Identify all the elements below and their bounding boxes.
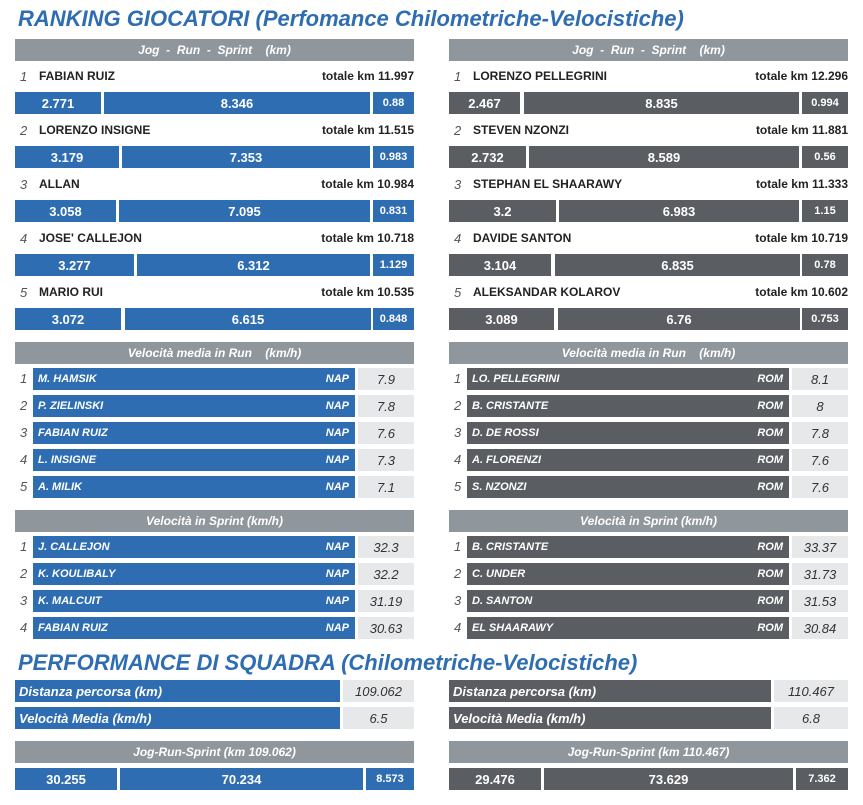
rom-sprint-segment: 0.753 — [802, 308, 848, 330]
rom-distance-value: 110.467 — [774, 680, 848, 702]
nap-run-segment: 6.615 — [125, 308, 371, 330]
nap-distance-total: totale km 11.997 — [321, 69, 414, 83]
team-performance-title: PERFORMANCE DI SQUADRA (Chilometriche-Velocistiche) — [18, 650, 638, 675]
rom-list-value: 7.8 — [792, 422, 848, 444]
rom-list-team-code: ROM — [757, 595, 783, 607]
nap-list-value: 30.63 — [358, 617, 414, 639]
nap-sprint-segment: 0.983 — [373, 146, 414, 168]
nap-distance-total: totale km 10.535 — [321, 285, 414, 299]
rom-list-row — [467, 395, 789, 417]
rom-distance-total: totale km 11.333 — [755, 177, 848, 191]
nap-distance-rank: 4 — [20, 231, 28, 246]
rom-list-rank: 5 — [454, 479, 462, 494]
rom-jog-segment: 3.104 — [449, 254, 551, 276]
rom-list-value: 31.73 — [792, 563, 848, 585]
nap-jog-segment: 3.179 — [15, 146, 119, 168]
nap-list-row — [33, 563, 355, 585]
nap-distance-total: totale km 10.718 — [321, 231, 414, 245]
nap-run-segment: 7.095 — [119, 200, 370, 222]
rom-list-team-code: ROM — [757, 400, 783, 412]
nap-list-team-code: NAP — [325, 568, 349, 580]
rom-distance-rank: 4 — [454, 231, 462, 246]
nap-list-rank: 2 — [20, 566, 28, 581]
rom-distance-total: totale km 10.602 — [755, 285, 848, 299]
rom-list-player-name: D. SANTON — [472, 595, 533, 607]
rom-distance-label: Distanza percorsa (km) — [449, 680, 771, 702]
rom-list-row — [467, 536, 789, 558]
nap-list-team-code: NAP — [325, 373, 349, 385]
nap-jog-segment: 2.771 — [15, 92, 101, 114]
nap-run-segment: 6.312 — [137, 254, 370, 276]
nap-list-rank: 4 — [20, 452, 28, 467]
nap-distance-header: Jog - Run - Sprint (km) — [15, 39, 414, 61]
nap-list-player-name: FABIAN RUIZ — [38, 622, 108, 634]
nap-team-run: 70.234 — [120, 768, 363, 790]
nap-list-row — [33, 422, 355, 444]
nap-list-row — [33, 395, 355, 417]
nap-distance-player-name: FABIAN RUIZ — [39, 69, 115, 83]
nap-list-rank: 3 — [20, 425, 28, 440]
rom-distance-total: totale km 11.881 — [755, 123, 848, 137]
nap-list-rank: 3 — [20, 593, 28, 608]
nap-speed-label: Velocità Media (km/h) — [15, 707, 340, 729]
nap-list-value: 7.6 — [358, 422, 414, 444]
rom-list-rank: 3 — [454, 593, 462, 608]
nap-list-value: 7.1 — [358, 476, 414, 498]
nap-list-rank: 1 — [20, 371, 28, 386]
nap-sprint-segment: 0.88 — [373, 92, 414, 114]
nap-list-team-code: NAP — [325, 481, 349, 493]
rom-list-value: 7.6 — [792, 449, 848, 471]
nap-team-jog: 30.255 — [15, 768, 117, 790]
rom-list-player-name: D. DE ROSSI — [472, 427, 539, 439]
nap-list-value: 31.19 — [358, 590, 414, 612]
nap-distance-player-name: JOSE' CALLEJON — [39, 231, 142, 245]
rom-list-team-code: ROM — [757, 568, 783, 580]
rom-team-jrs-header: Jog-Run-Sprint (km 110.467) — [449, 741, 848, 763]
rom-distance-player-name: STEVEN NZONZI — [473, 123, 570, 137]
rom-distance-rank: 3 — [454, 177, 462, 192]
rom-list-row — [467, 617, 789, 639]
nap-distance-rank: 1 — [20, 69, 28, 84]
rom-list-row — [467, 422, 789, 444]
rom-distance-rank: 2 — [454, 123, 462, 138]
rom-jog-segment: 2.732 — [449, 146, 526, 168]
nap-list-rank: 1 — [20, 539, 28, 554]
nap-list-row — [33, 476, 355, 498]
nap-list-value: 32.2 — [358, 563, 414, 585]
nap-list-player-name: J. CALLEJON — [38, 541, 110, 553]
nap-list-value: 7.8 — [358, 395, 414, 417]
nap-sprint-segment: 0.831 — [373, 200, 414, 222]
rom-run-segment: 6.835 — [555, 254, 800, 276]
rom-sprint-segment: 1.15 — [802, 200, 848, 222]
rom-distance-player-name: LORENZO PELLEGRINI — [473, 69, 608, 83]
nap-list-row — [33, 590, 355, 612]
rom-run-segment: 6.983 — [559, 200, 799, 222]
nap-speed-value: 6.5 — [343, 707, 414, 729]
rom-distance-total: totale km 12.296 — [755, 69, 848, 83]
nap-distance-total: totale km 10.984 — [321, 177, 414, 191]
rom-distance-player-name: STEPHAN EL SHAARAWY — [473, 177, 623, 191]
rom-list-team-code: ROM — [757, 454, 783, 466]
rom-speed-label: Velocità Media (km/h) — [449, 707, 771, 729]
nap-list-value: 32.3 — [358, 536, 414, 558]
nap-list-rank: 4 — [20, 620, 28, 635]
nap-distance-player-name: MARIO RUI — [39, 285, 103, 299]
nap-distance-label: Distanza percorsa (km) — [15, 680, 340, 702]
players-ranking-title: RANKING GIOCATORI (Perfomance Chilometriche-Velocistiche) — [18, 6, 684, 31]
rom-list-team-code: ROM — [757, 481, 783, 493]
rom-list-team-code: ROM — [757, 541, 783, 553]
nap-list-row — [33, 449, 355, 471]
rom-sprint-segment: 0.994 — [802, 92, 848, 114]
rom-list-row — [467, 563, 789, 585]
rom-list-value: 30.84 — [792, 617, 848, 639]
rom-list-value: 33.37 — [792, 536, 848, 558]
rom-distance-player-name: DAVIDE SANTON — [473, 231, 572, 245]
rom-list-team-code: ROM — [757, 373, 783, 385]
nap-list-team-code: NAP — [325, 622, 349, 634]
rom-list-rank: 4 — [454, 620, 462, 635]
rom-list-player-name: LO. PELLEGRINI — [472, 373, 560, 385]
rom-distance-rank: 1 — [454, 69, 462, 84]
rom-run-segment: 8.835 — [524, 92, 799, 114]
nap-list-player-name: M. HAMSIK — [38, 373, 97, 385]
nap-list-row — [33, 536, 355, 558]
rom-list-rank: 2 — [454, 566, 462, 581]
rom-list-value: 8.1 — [792, 368, 848, 390]
rom-list-player-name: A. FLORENZI — [472, 454, 542, 466]
rom-sprint-segment: 0.56 — [802, 146, 848, 168]
rom-distance-rank: 5 — [454, 285, 462, 300]
nap-list-rank: 5 — [20, 479, 28, 494]
rom-sprint-segment: 0.78 — [802, 254, 848, 276]
rom-sprint-speed-header: Velocità in Sprint (km/h) — [449, 510, 848, 532]
nap-jog-segment: 3.058 — [15, 200, 116, 222]
nap-list-player-name: P. ZIELINSKI — [38, 400, 104, 412]
rom-list-player-name: EL SHAARAWY — [472, 622, 554, 634]
rom-list-team-code: ROM — [757, 427, 783, 439]
rom-list-rank: 1 — [454, 371, 462, 386]
nap-distance-value: 109.062 — [343, 680, 414, 702]
rom-list-row — [467, 476, 789, 498]
nap-list-team-code: NAP — [325, 541, 349, 553]
rom-run-speed-header: Velocità media in Run (km/h) — [449, 342, 848, 364]
rom-distance-player-name: ALEKSANDAR KOLAROV — [473, 285, 621, 299]
nap-list-team-code: NAP — [325, 427, 349, 439]
nap-distance-total: totale km 11.515 — [321, 123, 414, 137]
nap-distance-player-name: ALLAN — [39, 177, 80, 191]
rom-team-sprint: 7.362 — [796, 768, 848, 790]
nap-list-row — [33, 617, 355, 639]
nap-distance-rank: 5 — [20, 285, 28, 300]
nap-list-value: 7.3 — [358, 449, 414, 471]
rom-list-rank: 3 — [454, 425, 462, 440]
rom-jog-segment: 3.089 — [449, 308, 554, 330]
rom-list-row — [467, 368, 789, 390]
rom-list-value: 7.6 — [792, 476, 848, 498]
nap-distance-rank: 2 — [20, 123, 28, 138]
rom-team-jog: 29.476 — [449, 768, 541, 790]
rom-distance-header: Jog - Run - Sprint (km) — [449, 39, 848, 61]
nap-list-team-code: NAP — [325, 400, 349, 412]
rom-list-player-name: C. UNDER — [472, 568, 526, 580]
nap-sprint-segment: 0.848 — [373, 308, 414, 330]
nap-run-speed-header: Velocità media in Run (km/h) — [15, 342, 414, 364]
rom-list-rank: 4 — [454, 452, 462, 467]
nap-list-row — [33, 368, 355, 390]
rom-list-rank: 1 — [454, 539, 462, 554]
nap-sprint-segment: 1.129 — [373, 254, 414, 276]
rom-run-segment: 6.76 — [558, 308, 800, 330]
nap-jog-segment: 3.072 — [15, 308, 121, 330]
nap-list-player-name: A. MILIK — [38, 481, 82, 493]
rom-run-segment: 8.589 — [529, 146, 799, 168]
rom-team-run: 73.629 — [544, 768, 793, 790]
rom-list-value: 8 — [792, 395, 848, 417]
nap-list-rank: 2 — [20, 398, 28, 413]
nap-team-sprint: 8.573 — [366, 768, 414, 790]
nap-sprint-speed-header: Velocità in Sprint (km/h) — [15, 510, 414, 532]
nap-list-player-name: FABIAN RUIZ — [38, 427, 108, 439]
nap-distance-player-name: LORENZO INSIGNE — [39, 123, 151, 137]
rom-distance-total: totale km 10.719 — [755, 231, 848, 245]
rom-jog-segment: 2.467 — [449, 92, 520, 114]
nap-list-player-name: K. KOULIBALY — [38, 568, 116, 580]
nap-distance-rank: 3 — [20, 177, 28, 192]
nap-list-player-name: L. INSIGNE — [38, 454, 97, 466]
rom-list-row — [467, 590, 789, 612]
nap-list-value: 7.9 — [358, 368, 414, 390]
rom-list-team-code: ROM — [757, 622, 783, 634]
rom-list-rank: 2 — [454, 398, 462, 413]
nap-run-segment: 8.346 — [104, 92, 370, 114]
nap-run-segment: 7.353 — [122, 146, 370, 168]
rom-list-player-name: B. CRISTANTE — [472, 400, 549, 412]
nap-list-team-code: NAP — [325, 595, 349, 607]
nap-list-player-name: K. MALCUIT — [38, 595, 102, 607]
nap-list-team-code: NAP — [325, 454, 349, 466]
rom-speed-value: 6.8 — [774, 707, 848, 729]
rom-list-row — [467, 449, 789, 471]
rom-list-player-name: S. NZONZI — [472, 481, 527, 493]
rom-list-player-name: B. CRISTANTE — [472, 541, 549, 553]
nap-team-jrs-header: Jog-Run-Sprint (km 109.062) — [15, 741, 414, 763]
rom-list-value: 31.53 — [792, 590, 848, 612]
nap-jog-segment: 3.277 — [15, 254, 134, 276]
rom-jog-segment: 3.2 — [449, 200, 556, 222]
